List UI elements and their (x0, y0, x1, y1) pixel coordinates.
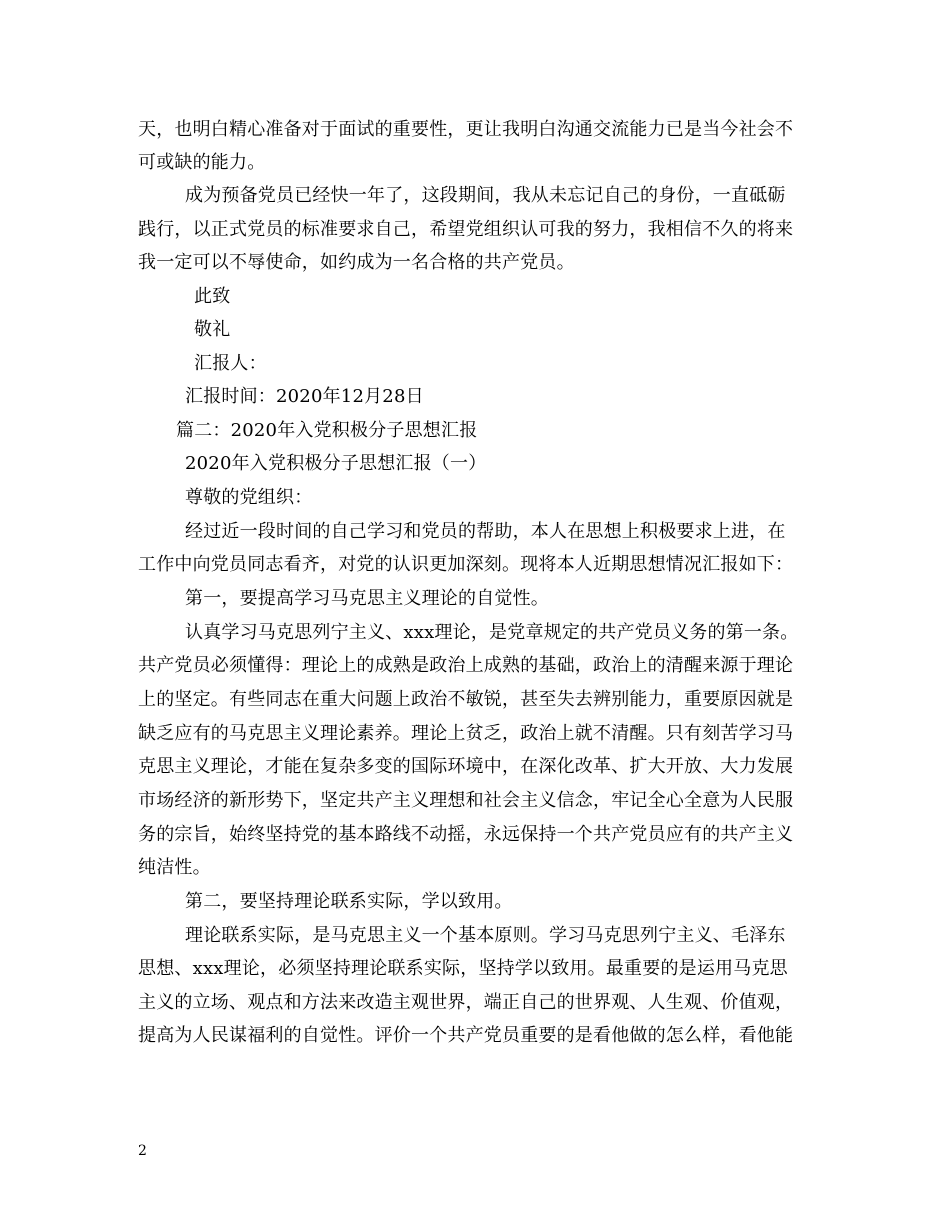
text-line-13: 经过近一段时间的自己学习和党员的帮助，本人在思想上积极要求上进，在 (185, 521, 786, 542)
text-line-15: 第一，要提高学习马克思主义理论的自觉性。 (185, 588, 549, 609)
text-line-11: 2020年入党积极分子思想汇报（一） (185, 453, 487, 474)
text-line-26: 思想、xxx理论，必须坚持理论联系实际，坚持学以致用。最重要的是运用马克思 (138, 958, 788, 979)
text-line-24: 第二，要坚持理论联系实际，学以致用。 (185, 891, 513, 912)
text-line-2: 可或缺的能力。 (138, 152, 266, 173)
text-line-12: 尊敬的党组织： (185, 487, 313, 508)
text-line-23: 纯洁性。 (138, 857, 211, 878)
text-line-3: 成为预备党员已经快一年了，这段期间，我从未忘记自己的身份，一直砥砺 (185, 185, 786, 206)
page-number: 2 (138, 1143, 147, 1159)
text-line-16: 认真学习马克思列宁主义、xxx理论，是党章规定的共产党员义务的第一条。 (185, 622, 799, 643)
text-line-7: 敬礼 (194, 319, 231, 340)
text-line-4: 践行，以正式党员的标准要求自己，希望党组织认可我的努力，我相信不久的将来 (138, 219, 794, 240)
text-line-25: 理论联系实际，是马克思主义一个基本原则。学习马克思列宁主义、毛泽东 (185, 925, 786, 946)
text-line-8: 汇报人： (194, 353, 267, 374)
text-line-27: 主义的立场、观点和方法来改造主观世界，端正自己的世界观、人生观、价值观， (138, 992, 794, 1013)
text-line-28: 提高为人民谋福利的自觉性。评价一个共产党员重要的是看他做的怎么样，看他能 (138, 1025, 794, 1046)
text-line-10: 篇二：2020年入党积极分子思想汇报 (176, 420, 478, 441)
text-line-6: 此致 (194, 286, 231, 307)
text-line-5: 我一定可以不辱使命，如约成为一名合格的共产党员。 (138, 252, 575, 273)
text-line-21: 市场经济的新形势下，坚定共产主义理想和社会主义信念，牢记全心全意为人民服 (138, 790, 794, 811)
text-line-20: 克思主义理论，才能在复杂多变的国际环境中，在深化改革、扩大开放、大力发展 (138, 756, 794, 777)
text-line-22: 务的宗旨，始终坚持党的基本路线不动摇，永远保持一个共产党员应有的共产主义 (138, 824, 794, 845)
text-line-18: 上的坚定。有些同志在重大问题上政治不敏锐，甚至失去辨别能力，重要原因就是 (138, 689, 794, 710)
text-line-17: 共产党员必须懂得：理论上的成熟是政治上成熟的基础，政治上的清醒来源于理论 (138, 655, 794, 676)
text-line-14: 工作中向党员同志看齐，对党的认识更加深刻。现将本人近期思想情况汇报如下： (138, 554, 794, 575)
text-line-19: 缺乏应有的马克思主义理论素养。理论上贫乏，政治上就不清醒。只有刻苦学习马 (138, 723, 794, 744)
text-line-9: 汇报时间：2020年12月28日 (185, 386, 424, 407)
text-line-1: 天，也明白精心准备对于面试的重要性，更让我明白沟通交流能力已是当今社会不 (138, 119, 794, 140)
